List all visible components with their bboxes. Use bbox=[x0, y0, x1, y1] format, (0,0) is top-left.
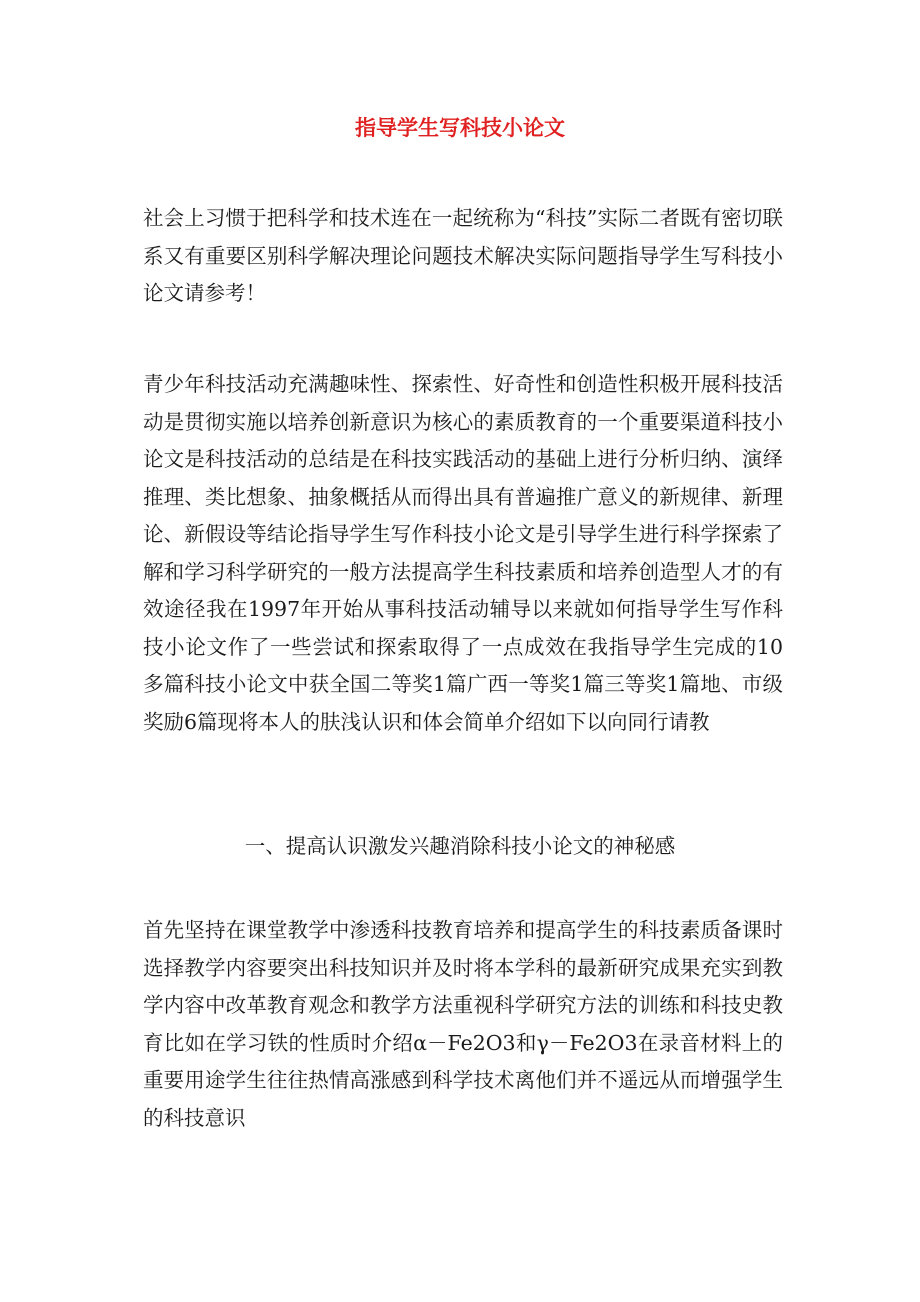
section-heading: 一、提高认识激发兴趣消除科技小论文的神秘感 bbox=[244, 834, 676, 858]
intro-paragraph: 社会上习惯于把科学和技术连在一起统称为“科技”实际二者既有密切联系又有重要区别科学解决理论问题技术解决实际问题指导学生写科技小论文请参考！ bbox=[143, 206, 783, 305]
document-title: 指导学生写科技小论文 bbox=[355, 115, 565, 140]
body-paragraph: 青少年科技活动充满趣味性、探索性、好奇性和创造性积极开展科技活动是贯彻实施以培养创新意识为核心的素质教育的一个重要渠道科技小论文是科技活动的总结是在科技实践活动的基础上进行分析归纳、演绎推理、类比想象、抽象概括从而得出具有普遍推广意义的新规律、新理论、新假设等结论指导学生写作科技小论文是引导学生进行科学探索了解和学习科学研究的一般方法提高学生科技素质和培养创造型人才的有效途径我在1997年开始从事科技活动辅导以来就如何指导学生写作科技小论文作了一些尝试和探索取得了一点成效在我指导学生完成的10多篇科技小论文中获全国二等奖1篇广西一等奖1篇三等奖1篇地、市级奖励6篇现将本人的肤浅认识和体会简单介绍如下以向同行请教 bbox=[143, 372, 783, 734]
section-paragraph: 首先坚持在课堂教学中渗透科技教育培养和提高学生的科技素质备课时选择教学内容要突出科技知识并及时将本学科的最新研究成果充实到教学内容中改革教育观念和教学方法重视科学研究方法的训练和科技史教育比如在学习铁的性质时介绍α－Fe2O3和γ－Fe2O3在录音材料上的重要用途学生往往热情高涨感到科学技术离他们并不遥远从而增强学生的科技意识 bbox=[143, 918, 783, 1130]
